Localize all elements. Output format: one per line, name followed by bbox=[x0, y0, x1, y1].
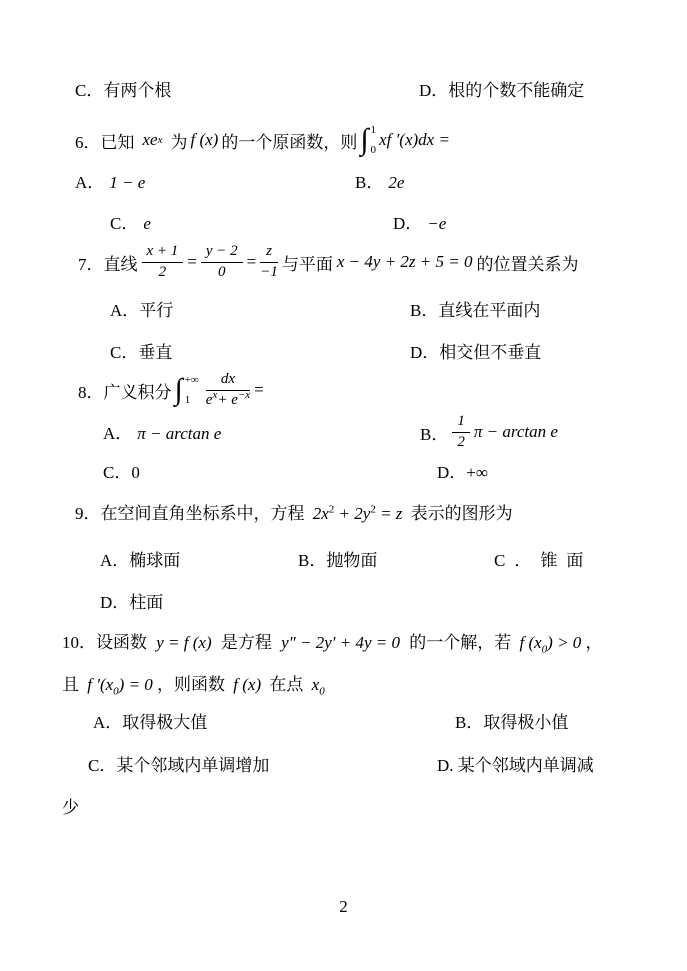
q10-line2-cond-sub: 0 bbox=[113, 685, 119, 698]
q10-option-b: B．取得极小值 bbox=[455, 713, 569, 732]
q9-eq-part3: = z bbox=[380, 504, 403, 523]
q10-line1-cond bbox=[519, 633, 582, 656]
q6-option-d-value: −e bbox=[427, 214, 447, 233]
q8-option-b bbox=[420, 414, 558, 450]
q6-integral bbox=[360, 123, 376, 157]
q7-fraction-2 bbox=[201, 243, 243, 281]
q10-line1-eq1: y = f (x) bbox=[156, 633, 212, 652]
q6-option-d bbox=[393, 213, 446, 234]
q10-option-a: A．取得极大值 bbox=[93, 713, 208, 732]
q10-line1-cond-a: f (x bbox=[519, 633, 542, 652]
q8-fraction bbox=[206, 371, 250, 409]
q7-option-c: C．垂直 bbox=[110, 343, 173, 362]
q6-option-c bbox=[110, 213, 151, 234]
q7-stem-post: 的位置关系为 bbox=[476, 254, 579, 274]
q6-option-c-value: e bbox=[143, 214, 151, 233]
q8-option-b-frac-denominator: 2 bbox=[457, 433, 465, 450]
q8-integral-upper: +∞ bbox=[184, 374, 199, 386]
q7-fraction-3-numerator: z bbox=[260, 243, 278, 262]
q6-integral-upper: 1 bbox=[370, 124, 377, 136]
q8-option-b-value: π − arctan e bbox=[473, 422, 558, 441]
q7-fraction-1 bbox=[142, 243, 184, 281]
q10-option-c: C．某个邻域内单调增加 bbox=[88, 756, 270, 775]
q7-fraction-1-denominator: 2 bbox=[158, 263, 167, 280]
q10-line2-x0 bbox=[311, 675, 325, 698]
q6-stem-pre: 6．已知 bbox=[75, 132, 135, 152]
q8-option-d: D．+∞ bbox=[437, 463, 488, 482]
q10-line1-cond-sub: 0 bbox=[541, 643, 548, 656]
q10-line1-ode: y″ − 2y′ + 4y = 0 bbox=[281, 633, 400, 652]
q6-option-b-label: B． bbox=[355, 173, 384, 192]
q10-option-d: D. 某个邻域内单调减 bbox=[437, 756, 594, 775]
q8-stem bbox=[78, 365, 264, 415]
q8-integral-limits bbox=[185, 373, 199, 407]
q6-stem-post: xf ′(x)dx = bbox=[379, 130, 450, 149]
q10-line2-fx: f (x) bbox=[233, 675, 262, 694]
q10-line2-x0-sub: 0 bbox=[319, 685, 325, 698]
q10-line1-cond-b: ) > 0 bbox=[547, 633, 582, 652]
q8-option-b-frac-numerator: 1 bbox=[452, 413, 470, 432]
q9-eq-part1: 2x bbox=[312, 504, 329, 523]
q8-option-a-value: π − arctan e bbox=[137, 424, 222, 443]
q7-equals-1: = bbox=[187, 252, 197, 271]
q8-den-e1: e bbox=[205, 391, 213, 408]
q10-line2-mid2: 在点 bbox=[269, 675, 304, 694]
q9-stem bbox=[75, 503, 513, 524]
q6-option-b-value: 2e bbox=[388, 173, 405, 192]
q6-fx: f (x) bbox=[190, 130, 219, 149]
q7-option-a: A．平行 bbox=[110, 301, 174, 320]
q8-den-e2-exponent: −x bbox=[237, 388, 251, 401]
q8-fraction-denominator bbox=[205, 388, 251, 409]
q10-line1-mid1: 是方程 bbox=[220, 633, 272, 652]
q9-option-c: C．锥面 bbox=[494, 551, 593, 570]
q10-stem-line2 bbox=[62, 674, 325, 698]
q10-line2-x0-base: x bbox=[311, 675, 320, 694]
q9-eq-part2: + 2y bbox=[338, 504, 371, 523]
q9-option-a: A．椭球面 bbox=[100, 551, 181, 570]
q9-option-b: B．抛物面 bbox=[298, 551, 378, 570]
q7-option-b: B．直线在平面内 bbox=[410, 301, 541, 320]
q6-stem-mid1: 为 bbox=[170, 132, 188, 152]
q6-stem: 6．已知 xe x 为 f (x) 的一个原函数，则 ∫ 1 0 xf ′(x)dx = bbox=[75, 123, 450, 156]
q8-option-b-label: B． bbox=[420, 424, 449, 444]
q6-option-c-label: C． bbox=[110, 214, 139, 233]
q7-fraction-3 bbox=[260, 243, 278, 281]
q10-line2-cond bbox=[87, 675, 153, 698]
q9-stem-post: 表示的图形为 bbox=[410, 504, 513, 523]
q10-line2-mid1: ，则函数 bbox=[157, 675, 226, 694]
q10-option-d-wrapped: 少 bbox=[62, 798, 79, 817]
q10-line1-mid2: 的一个解，若 bbox=[409, 633, 512, 652]
q10-line1-pre: 10．设函数 bbox=[62, 633, 147, 652]
q6-option-a-label: A． bbox=[75, 173, 105, 192]
q7-fraction-3-denominator: −1 bbox=[260, 263, 278, 280]
q8-den-plus: + e bbox=[217, 391, 238, 408]
q6-integral-lower: 0 bbox=[370, 144, 377, 156]
q6-stem-mid2: 的一个原函数，则 bbox=[221, 132, 358, 152]
q8-option-c: C．0 bbox=[103, 463, 140, 482]
q10-line2-cond-b: ) = 0 bbox=[118, 675, 153, 694]
q10-stem-line1 bbox=[62, 632, 603, 656]
q9-option-d: D．柱面 bbox=[100, 593, 164, 612]
q9-eq-exponent2: 2 bbox=[370, 503, 376, 516]
q7-fraction-2-denominator: 0 bbox=[218, 263, 226, 280]
q8-fraction-numerator: dx bbox=[206, 371, 250, 390]
integral-sign: ∫ bbox=[174, 373, 183, 406]
q7-equals-2: = bbox=[246, 252, 257, 271]
q10-line1-end: ， bbox=[585, 633, 603, 652]
q7-stem-pre: 7．直线 bbox=[78, 254, 138, 274]
q8-option-a bbox=[103, 423, 221, 444]
q9-eq-exponent1: 2 bbox=[328, 503, 335, 516]
q7-plane-equation: x − 4y + 2z + 5 = 0 bbox=[336, 252, 473, 271]
integral-sign: ∫ bbox=[360, 123, 369, 156]
q7-fraction-1-numerator: x + 1 bbox=[142, 243, 184, 262]
q7-fraction-2-numerator: y − 2 bbox=[201, 243, 243, 262]
q6-option-b bbox=[355, 172, 404, 193]
q9-stem-pre: 9．在空间直角坐标系中，方程 bbox=[75, 504, 305, 523]
q8-integral-lower: 1 bbox=[184, 394, 191, 406]
q7-stem-mid: 与平面 bbox=[281, 254, 333, 274]
q6-integral-limits bbox=[371, 123, 377, 157]
q8-den-e1-exponent: x bbox=[212, 388, 218, 401]
q8-integral bbox=[175, 373, 199, 407]
q7-stem bbox=[78, 240, 578, 284]
q8-stem-pre: 8．广义积分 bbox=[78, 382, 172, 402]
q8-option-a-label: A． bbox=[103, 424, 133, 443]
q5-option-d: D．根的个数不能确定 bbox=[419, 81, 585, 100]
q10-line2-pre: 且 bbox=[62, 675, 79, 694]
q10-line2-cond-a: f ′(x bbox=[87, 675, 114, 694]
page-number: 2 bbox=[339, 897, 348, 916]
q6-option-d-label: D． bbox=[393, 214, 423, 233]
q6-option-a-value: 1 − e bbox=[109, 173, 146, 192]
q6-xex-base: xe bbox=[142, 130, 158, 149]
q7-option-d: D．相交但不垂直 bbox=[410, 343, 542, 362]
q5-option-c: C．有两个根 bbox=[75, 81, 172, 100]
q6-option-a bbox=[75, 172, 145, 193]
q8-option-b-fraction bbox=[452, 413, 470, 451]
q8-equals: = bbox=[254, 380, 264, 399]
